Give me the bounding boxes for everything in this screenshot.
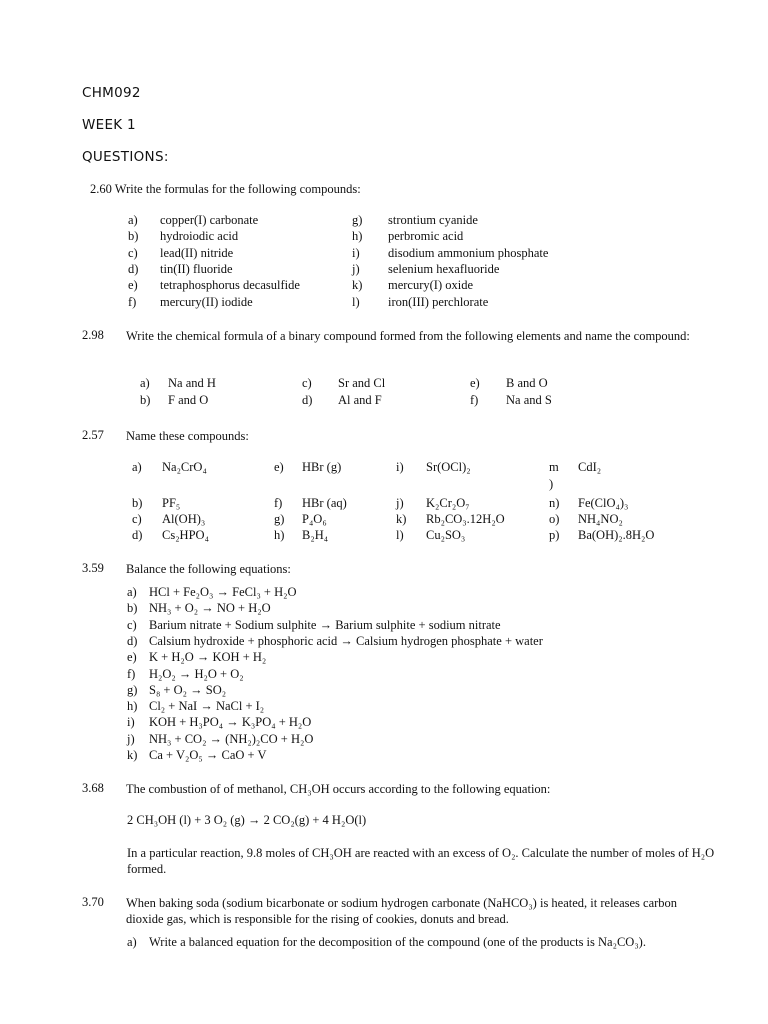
equation: NH₃ + O₂ → NO + H₂O [149,601,271,616]
item-label: e) [274,460,284,474]
item-label: i) [396,460,404,474]
question-370-sub-text: Write a balanced equation for the decomposition of the compound (one of the products is Na₂CO₃). [149,935,646,949]
question-368-prompt: The combustion of of methanol, CH₃OH occurs according to the following equation: [126,782,551,796]
compound-name: selenium hexafluoride [388,261,500,276]
item-m-paren: ) [549,477,554,491]
compound-formula: P₄O₆ [302,512,327,526]
item-label: b) [132,496,143,510]
question-257-prompt: Name these compounds: [126,429,249,443]
item-label: i) [352,245,360,260]
question-370-number: 3.70 [82,895,104,909]
item-label: a) [127,585,137,599]
element-pair: F and O [168,393,209,407]
question-359-number: 3.59 [82,561,104,575]
element-pair: Al and F [338,393,382,407]
item-label: h) [127,699,138,714]
compound-formula: HBr (aq) [302,496,347,510]
compound-formula: Sr(OCl)₂ [426,460,471,474]
compound-name: iron(III) perchlorate [388,294,489,309]
question-298-number: 2.98 [82,328,104,342]
item-label: i) [127,715,135,730]
question-370-sub-label: a) [127,935,137,949]
equation: Calsium hydroxide + phosphoric acid → Calsium hydrogen phosphate + water [149,633,543,648]
item-label: p) [549,528,560,542]
item-label: l) [396,528,404,542]
equation: KOH + H₃PO₄ → K₃PO₄ + H₂O [149,715,312,730]
question-359-prompt: Balance the following equations: [126,562,291,576]
equation: Cl₂ + NaI → NaCl + I₂ [149,699,265,714]
item-label: e) [470,376,480,390]
compound-name: mercury(II) iodide [160,294,253,309]
question-260-prompt: 2.60 Write the formulas for the following compounds: [90,182,361,196]
item-label: f) [128,294,137,309]
compound-formula: CdI₂ [578,460,602,474]
compound-formula: PF₅ [162,496,181,510]
item-label: l) [352,294,360,309]
question-298-prompt: Write the chemical formula of a binary compound formed from the following elements and name the compound: [126,329,690,343]
compound-name: copper(I) carbonate [160,213,259,227]
item-label: b) [127,601,138,616]
element-pair: Na and S [506,393,552,407]
compound-formula: HBr (g) [302,460,342,474]
item-label: e) [128,278,138,293]
item-label: h) [274,528,285,542]
compound-formula: B₂H₄ [302,528,329,542]
equation: HCl + Fe₂O₃ → FeCl₃ + H₂O [149,585,297,599]
item-label: f) [470,393,479,407]
item-label: c) [302,376,312,390]
equation: H₂O₂ → H₂O + O₂ [149,666,244,681]
equation: K + H₂O → KOH + H₂ [149,650,267,665]
item-label: f) [274,496,283,510]
item-label: b) [140,393,151,407]
item-label: k) [396,512,407,526]
item-label: o) [549,512,560,526]
item-label: d) [302,393,313,407]
compound-name: disodium ammonium phosphate [388,245,549,260]
equation: NH₃ + CO₂ → (NH₂)₂CO + H₂O [149,731,314,746]
compound-formula: K₂Cr₂O₇ [426,496,470,510]
item-label: c) [132,512,142,526]
element-pair: Sr and Cl [338,376,386,390]
item-label: g) [274,512,285,526]
item-label: g) [352,213,363,227]
equation: Barium nitrate + Sodium sulphite → Barium sulphite + sodium nitrate [149,617,501,632]
question-370-prompt: When baking soda (sodium bicarbonate or sodium hydrogen carbonate (NaHCO₃) is heated, it releases carbon dioxide gas, which is responsible for the rising of cookies, donuts and bread. [126,896,678,926]
item-label: c) [128,245,138,260]
item-label: c) [127,617,137,632]
compound-formula: NH₄NO₂ [578,512,623,526]
equation: S₈ + O₂ → SO₂ [149,682,227,697]
item-label: n) [549,496,560,510]
element-pair: Na and H [168,376,216,390]
question-368-number: 3.68 [82,781,104,795]
item-label: a) [132,460,142,474]
item-label: h) [352,229,363,244]
compound-name: mercury(I) oxide [388,278,474,293]
item-label: j) [396,496,404,510]
compound-formula: Rb₂CO₃.12H₂O [426,512,505,526]
item-label: a) [128,213,138,227]
course-code: CHM092 [82,85,141,101]
item-label: k) [352,278,363,293]
item-label: e) [127,650,137,665]
question-368-equation: 2 CH₃OH (l) + 3 O₂ (g) → 2 CO₂(g) + 4 H₂O(l) [127,813,367,827]
compound-name: perbromic acid [388,229,464,244]
item-label: d) [132,528,143,542]
item-label: d) [127,633,138,648]
item-label: f) [127,666,136,681]
week-label: WEEK 1 [82,117,136,133]
compound-name: tetraphosphorus decasulfide [160,278,300,293]
compound-name: hydroiodic acid [160,229,239,244]
item-label: j) [352,261,360,276]
compound-formula: Cu₂SO₃ [426,528,466,542]
compound-name: tin(II) fluoride [160,261,233,276]
item-label: d) [128,261,139,276]
item-label: a) [140,376,150,390]
item-label: g) [127,682,138,697]
equation: Ca + V₂O₅ → CaO + V [149,748,267,762]
element-pair: B and O [506,376,548,390]
item-label: m [549,460,559,474]
compound-formula: Al(OH)₃ [162,512,206,526]
question-257-number: 2.57 [82,428,104,442]
question-368-body: In a particular reaction, 9.8 moles of CH₃OH are reacted with an excess of O₂. Calculate the number of moles of H₂O formed. [127,846,715,876]
compound-formula: Na₂CrO₄ [162,460,207,474]
item-label: k) [127,748,138,762]
compound-name: strontium cyanide [388,213,478,227]
item-label: j) [127,731,135,746]
item-label: b) [128,229,139,244]
compound-name: lead(II) nitride [160,245,234,260]
compound-formula: Fe(ClO₄)₃ [578,496,629,510]
compound-formula: Cs₂HPO₄ [162,528,209,542]
compound-formula: Ba(OH)₂.8H₂O [578,528,655,542]
section-title: QUESTIONS: [82,149,169,165]
